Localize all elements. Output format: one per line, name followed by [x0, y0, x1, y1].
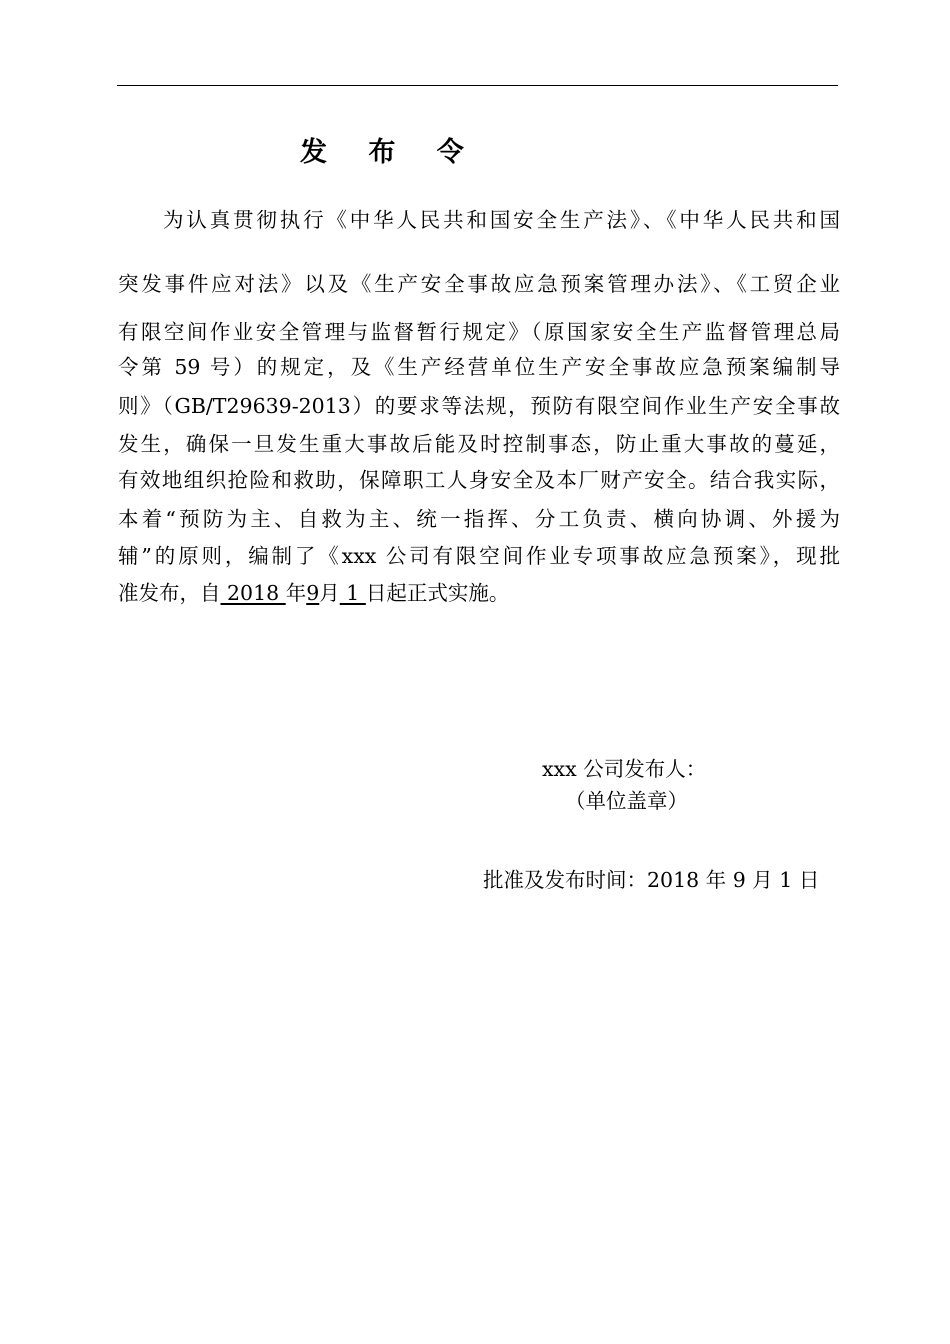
effective-day: 1	[339, 581, 366, 605]
body-line-9: 辅”的原则，编制了《xxx 公司有限空间作业专项事故应急预案》，现批	[118, 544, 840, 568]
body-line-5: 则》（GB/T29639-2013）的要求等法规，预防有限空间作业生产安全事故	[118, 394, 840, 418]
body-line-4: 令第 59 号）的规定，及《生产经营单位生产安全事故应急预案编制导	[118, 355, 840, 379]
body-line-1: 为认真贯彻执行《中华人民共和国安全生产法》、《中华人民共和国	[163, 208, 840, 232]
body-line-2: 突发事件应对法》以及《生产安全事故应急预案管理办法》、《工贸企业	[118, 272, 840, 296]
effective-year: 2018	[220, 581, 286, 605]
body-line-6: 发生，确保一旦发生重大事故后能及时控制事态，防止重大事故的蔓延，	[118, 432, 840, 456]
document-title: 发 布 令	[300, 137, 480, 168]
effective-suffix: 日起正式实施。	[365, 581, 510, 605]
effective-month: 9	[306, 581, 320, 605]
body-line-10	[118, 579, 840, 607]
effective-month-unit: 月	[319, 581, 340, 605]
body-line-7: 有效地组织抢险和救助，保障职工人身安全及本厂财产安全。结合我实际，	[118, 468, 840, 492]
body-line-8: 本着“预防为主、自救为主、统一指挥、分工负责、横向协调、外援为	[118, 507, 840, 531]
body-line-3: 有限空间作业安全管理与监督暂行规定》（原国家安全生产监督管理总局	[118, 320, 840, 344]
effective-prefix: 准发布，自	[118, 581, 221, 605]
seal-label: （单位盖章）	[565, 789, 688, 813]
header-rule	[117, 85, 838, 86]
effective-year-unit: 年	[285, 581, 307, 605]
issuer-label: xxx 公司发布人：	[542, 757, 707, 781]
release-date: 批准及发布时间：2018 年 9 月 1 日	[483, 868, 820, 892]
